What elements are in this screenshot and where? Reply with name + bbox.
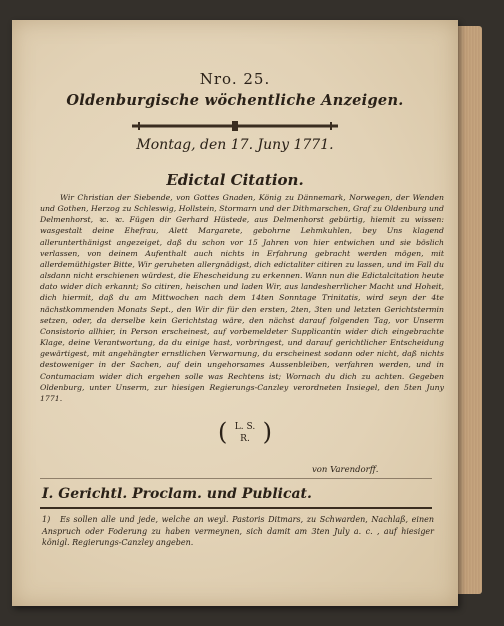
seal-mark <box>218 418 272 448</box>
page-content <box>12 20 458 606</box>
section-rule-top <box>40 478 432 479</box>
section-rule-bottom <box>40 507 432 509</box>
seal-r-label: R. <box>240 434 250 444</box>
section-title: I. Gerichtl. Proclam. und Publicat. <box>42 486 312 502</box>
signature: von Varendorff. <box>312 465 379 475</box>
list-item <box>42 514 434 549</box>
item-number: 1) <box>42 515 51 524</box>
item-text: Es sollen alle und jede, welche an weyl. Pastoris Ditmars, zu Schwarden, Nachlaß, einen Anspruch oder Foderung zu haben vermeynen, sich damit am 3ten July a. c. , auf hiesiger königl. Regierungs-Canzley angeben. <box>42 515 434 547</box>
seal-paren-right: ) <box>262 418 272 446</box>
issue-number: Nro. 25. <box>199 70 271 88</box>
seal-ls-label: L. S. <box>234 422 256 432</box>
citation-body: Wir Christian der Siebende, von Gottes Gnaden, König zu Dännemark, Norwegen, der Wenden und Gothen, Herzog zu Schleswig, Hollstein, Stormarn und der Dithmarschen, Graf zu Oldenburg und Delmenhorst, ꝛc. ꝛc. Fügen dir Gerhard Hüstede, aus Delmenhorst gebürtig, hiemit zu wissen: wasgestalt deine Ehefrau, Alett Margarete, gebohrne Lehmkuhlen, bey Uns klagend allerunterthänigst angezeiget, daß du schon vor 15 Jahren von hier entwichen und sie böslich verlassen, von deinem Aufenthalt auch nichts in Erfahrung gebracht werden mögen, mit allerdemüthigster Bitte, Wir geruheten allergnädigst, dich edictaliter citiren zu lassen, und im Fall du alsdann nicht erschienen würdest, die Ehescheidung zu erkennen. Wann nun die Edictalcitation heute dato wider dich erkannt; So citiren, heischen und laden Wir, aus landesherrlicher Macht und Hoheit, dich hiermit, daß du am Mittwochen nach dem 14ten Sonntage Trinitatis, wird seyn der 4te nächstkommenden Monats Sept., den Wir dir für den ersten, 2ten, 3ten und letzten Gerichtstermin setzen, oder, da derselbe kein Gerichtstag wäre, den nächst darauf folgenden Tag, vor Unserm Consistorio allhier, in Person erscheinest, auf vorbemeldeter Supplicantin wider dich eingebrachte Klage, deine Verantwortung, da du einige hast, vorbringest, und darauf gerichtlicher Entscheidung gewärtigest, mit angehängter ernstlichen Verwarnung, du erscheinest sodann oder nicht, daß nichts destoweniger in der Sachen, auf dein ungehorsames Aussenbleiben, verfahren werden, und in Contumaciam wider dich ergehen solle was Rechtens ist; Wornach du dich zu achten. Gegeben Oldenburg, unter Unserm, zur hiesigen Regierungs-Canzley verordneten Insiegel, den 5ten Juny 1771. <box>40 193 444 403</box>
issue-date: Montag, den 17. Juny 1771. <box>136 137 334 153</box>
citation-heading: Edictal Citation. <box>166 171 304 189</box>
publication-title: Oldenburgische wöchentliche Anzeigen. <box>66 92 404 109</box>
seal-paren-left: ( <box>218 418 228 446</box>
ornament-divider <box>132 121 338 131</box>
newspaper-page <box>12 20 458 606</box>
